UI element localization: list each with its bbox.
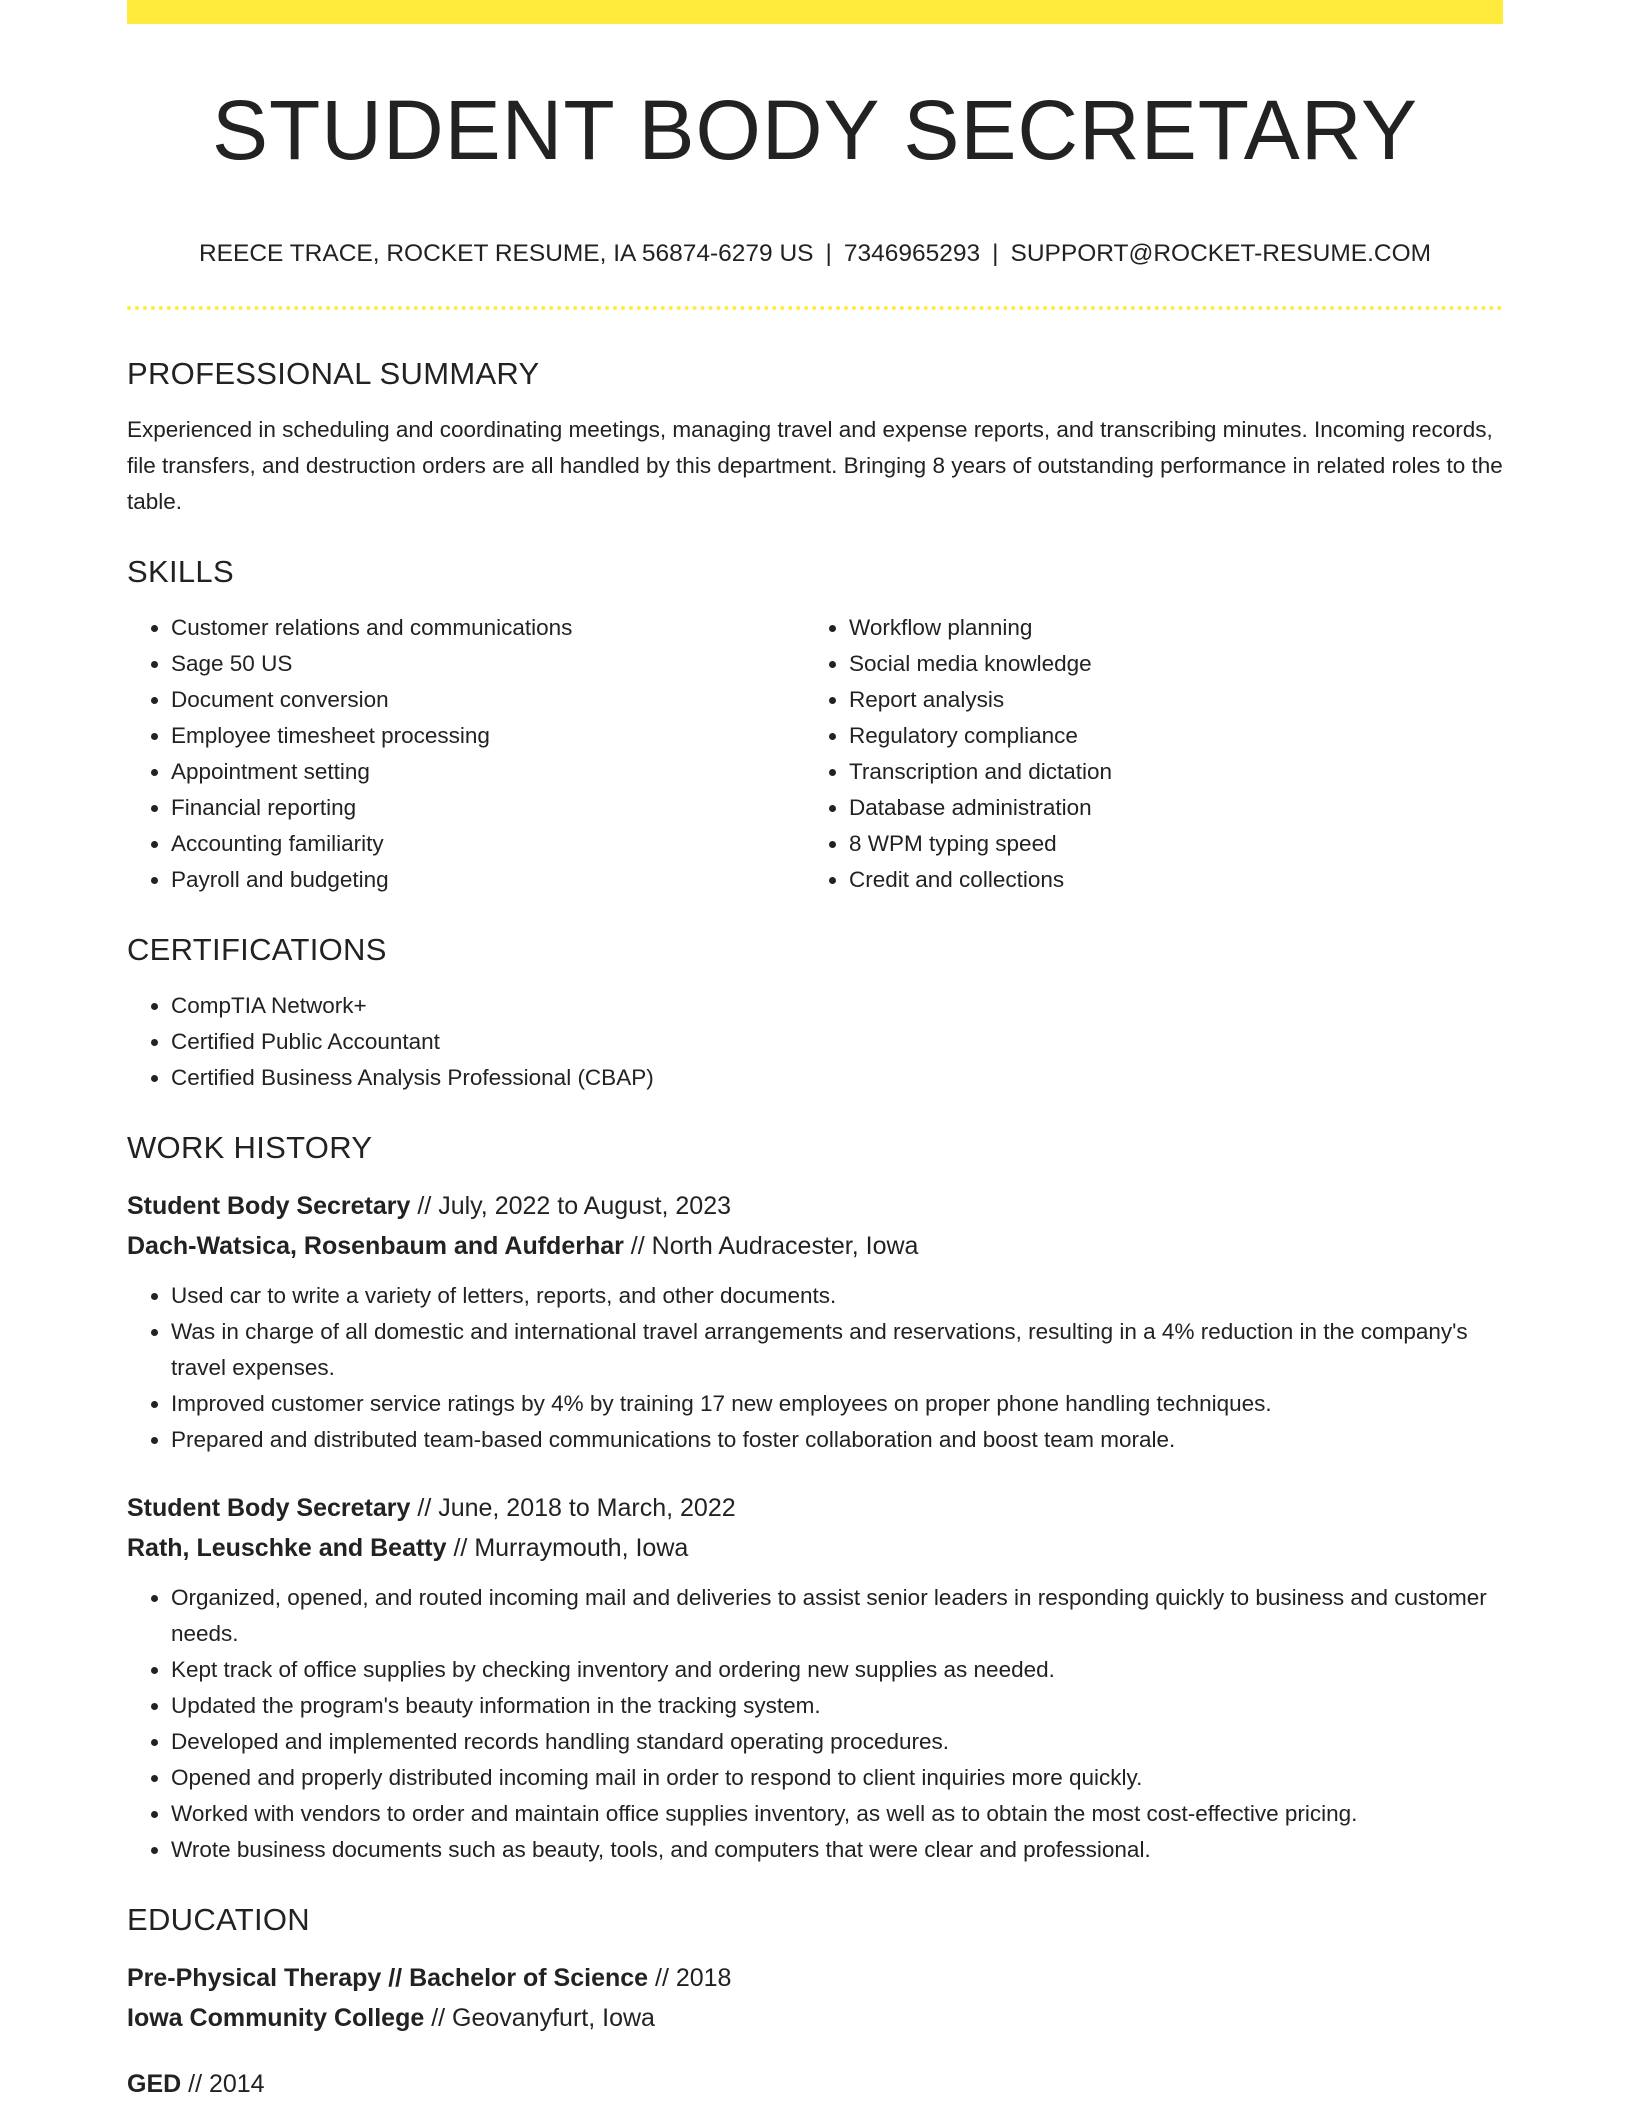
resume-title: STUDENT BODY SECRETARY (211, 83, 1419, 177)
education-degree: GED (127, 2070, 182, 2098)
job-dates: // June, 2018 to March, 2022 (410, 1494, 736, 1522)
job-title-line (127, 1186, 1503, 1226)
contact-separator: | (992, 240, 999, 267)
job-bullet: • Developed and implemented records handling standard operating procedures. (171, 1724, 1503, 1760)
job-entry (127, 1186, 1503, 1458)
skill-item: • Appointment setting (171, 754, 805, 790)
job-title: Student Body Secretary (127, 1494, 411, 1522)
job-bullets (127, 1278, 1503, 1458)
skill-item: • Document conversion (171, 682, 805, 718)
skill-item: • Database administration (849, 790, 1483, 826)
skill-item: • Employee timesheet processing (171, 718, 805, 754)
contact-separator: | (825, 240, 832, 267)
skills-list-right (805, 610, 1483, 898)
education-school: Iowa Community College (127, 2004, 425, 2032)
skills-heading: SKILLS (127, 554, 234, 589)
job-company-line (127, 1226, 1503, 1266)
education-entry (127, 2064, 1503, 2104)
certifications-list (127, 988, 1503, 1096)
job-dates: // July, 2022 to August, 2023 (410, 1192, 732, 1220)
job-company: Dach-Watsica, Rosenbaum and Aufderhar (127, 1232, 624, 1260)
contact-email: SUPPORT@ROCKET-RESUME.COM (1010, 240, 1432, 267)
resume-body (127, 352, 1503, 2104)
job-bullet: • Wrote business documents such as beauty, tools, and computers that were clear and professional. (171, 1832, 1503, 1868)
skill-item: • 8 WPM typing speed (849, 826, 1483, 862)
skill-item: • Customer relations and communications (171, 610, 805, 646)
skill-item: • Financial reporting (171, 790, 805, 826)
job-title: Student Body Secretary (127, 1192, 411, 1220)
job-bullet: • Worked with vendors to order and maintain office supplies inventory, as well as to obtain the most cost-effective pricing. (171, 1796, 1503, 1832)
top-accent-bar (127, 0, 1503, 24)
skill-item: • Social media knowledge (849, 646, 1483, 682)
skill-item: • Payroll and budgeting (171, 862, 805, 898)
job-bullet: • Was in charge of all domestic and international travel arrangements and reservations, resulting in a 4% reduction in the company's travel expenses. (171, 1314, 1503, 1386)
job-bullet: • Improved customer service ratings by 4% by training 17 new employees on proper phone handling techniques. (171, 1386, 1503, 1422)
education-school-line (127, 1998, 1503, 2038)
certification-item: • Certified Business Analysis Professional (CBAP) (171, 1060, 1503, 1096)
summary-text: Experienced in scheduling and coordinating meetings, managing travel and expense reports, and transcribing minutes. Incoming records, file transfers, and destruction orders are all handled by this department. Bringing 8 years of outstanding performance in related roles to the table. (127, 417, 1503, 514)
skills-columns (127, 610, 1503, 898)
job-location: // North Audracester, Iowa (623, 1232, 919, 1260)
education-degree: Pre-Physical Therapy // Bachelor of Science (127, 1964, 649, 1992)
job-bullet: • Used car to write a variety of letters, reports, and other documents. (171, 1278, 1503, 1314)
job-company-line (127, 1528, 1503, 1568)
header-divider (127, 306, 1503, 310)
job-bullet: • Prepared and distributed team-based communications to foster collaboration and boost team morale. (171, 1422, 1503, 1458)
contact-address: REECE TRACE, ROCKET RESUME, IA 56874-6279 US (198, 240, 814, 267)
job-bullets (127, 1580, 1503, 1868)
job-location: // Murraymouth, Iowa (446, 1534, 689, 1562)
job-bullet: • Opened and properly distributed incoming mail in order to respond to client inquiries more quickly. (171, 1760, 1503, 1796)
work-history-heading: WORK HISTORY (127, 1130, 373, 1165)
education-section (127, 1898, 1503, 2104)
education-year: // 2014 (181, 2070, 265, 2098)
certification-item: • CompTIA Network+ (171, 988, 1503, 1024)
certification-item: • Certified Public Accountant (171, 1024, 1503, 1060)
skill-item: • Workflow planning (849, 610, 1483, 646)
skill-item: • Credit and collections (849, 862, 1483, 898)
job-company: Rath, Leuschke and Beatty (127, 1534, 447, 1562)
job-bullet: • Kept track of office supplies by checking inventory and ordering new supplies as needed. (171, 1652, 1503, 1688)
education-year: // 2018 (648, 1964, 732, 1992)
certifications-heading: CERTIFICATIONS (127, 932, 387, 967)
job-bullet: • Organized, opened, and routed incoming mail and deliveries to assist senior leaders in responding quickly to business and customer needs. (171, 1580, 1503, 1652)
education-degree-line (127, 1958, 1503, 1998)
job-bullet: • Updated the program's beauty information in the tracking system. (171, 1688, 1503, 1724)
certifications-section (127, 928, 1503, 1096)
education-entry (127, 1958, 1503, 2038)
contact-phone: 7346965293 (843, 240, 981, 267)
education-degree-line (127, 2064, 1503, 2104)
skill-item: • Regulatory compliance (849, 718, 1483, 754)
skills-list-left (127, 610, 805, 898)
skill-item: • Sage 50 US (171, 646, 805, 682)
job-entry (127, 1488, 1503, 1868)
job-title-line (127, 1488, 1503, 1528)
contact-line (127, 236, 1503, 272)
education-location: // Geovanyfurt, Iowa (424, 2004, 655, 2032)
summary-section (127, 352, 1503, 520)
summary-heading: PROFESSIONAL SUMMARY (127, 356, 540, 391)
skill-item: • Accounting familiarity (171, 826, 805, 862)
skill-item: • Report analysis (849, 682, 1483, 718)
skill-item: • Transcription and dictation (849, 754, 1483, 790)
work-history-section (127, 1126, 1503, 1868)
skills-section (127, 550, 1503, 898)
education-heading: EDUCATION (127, 1902, 310, 1937)
